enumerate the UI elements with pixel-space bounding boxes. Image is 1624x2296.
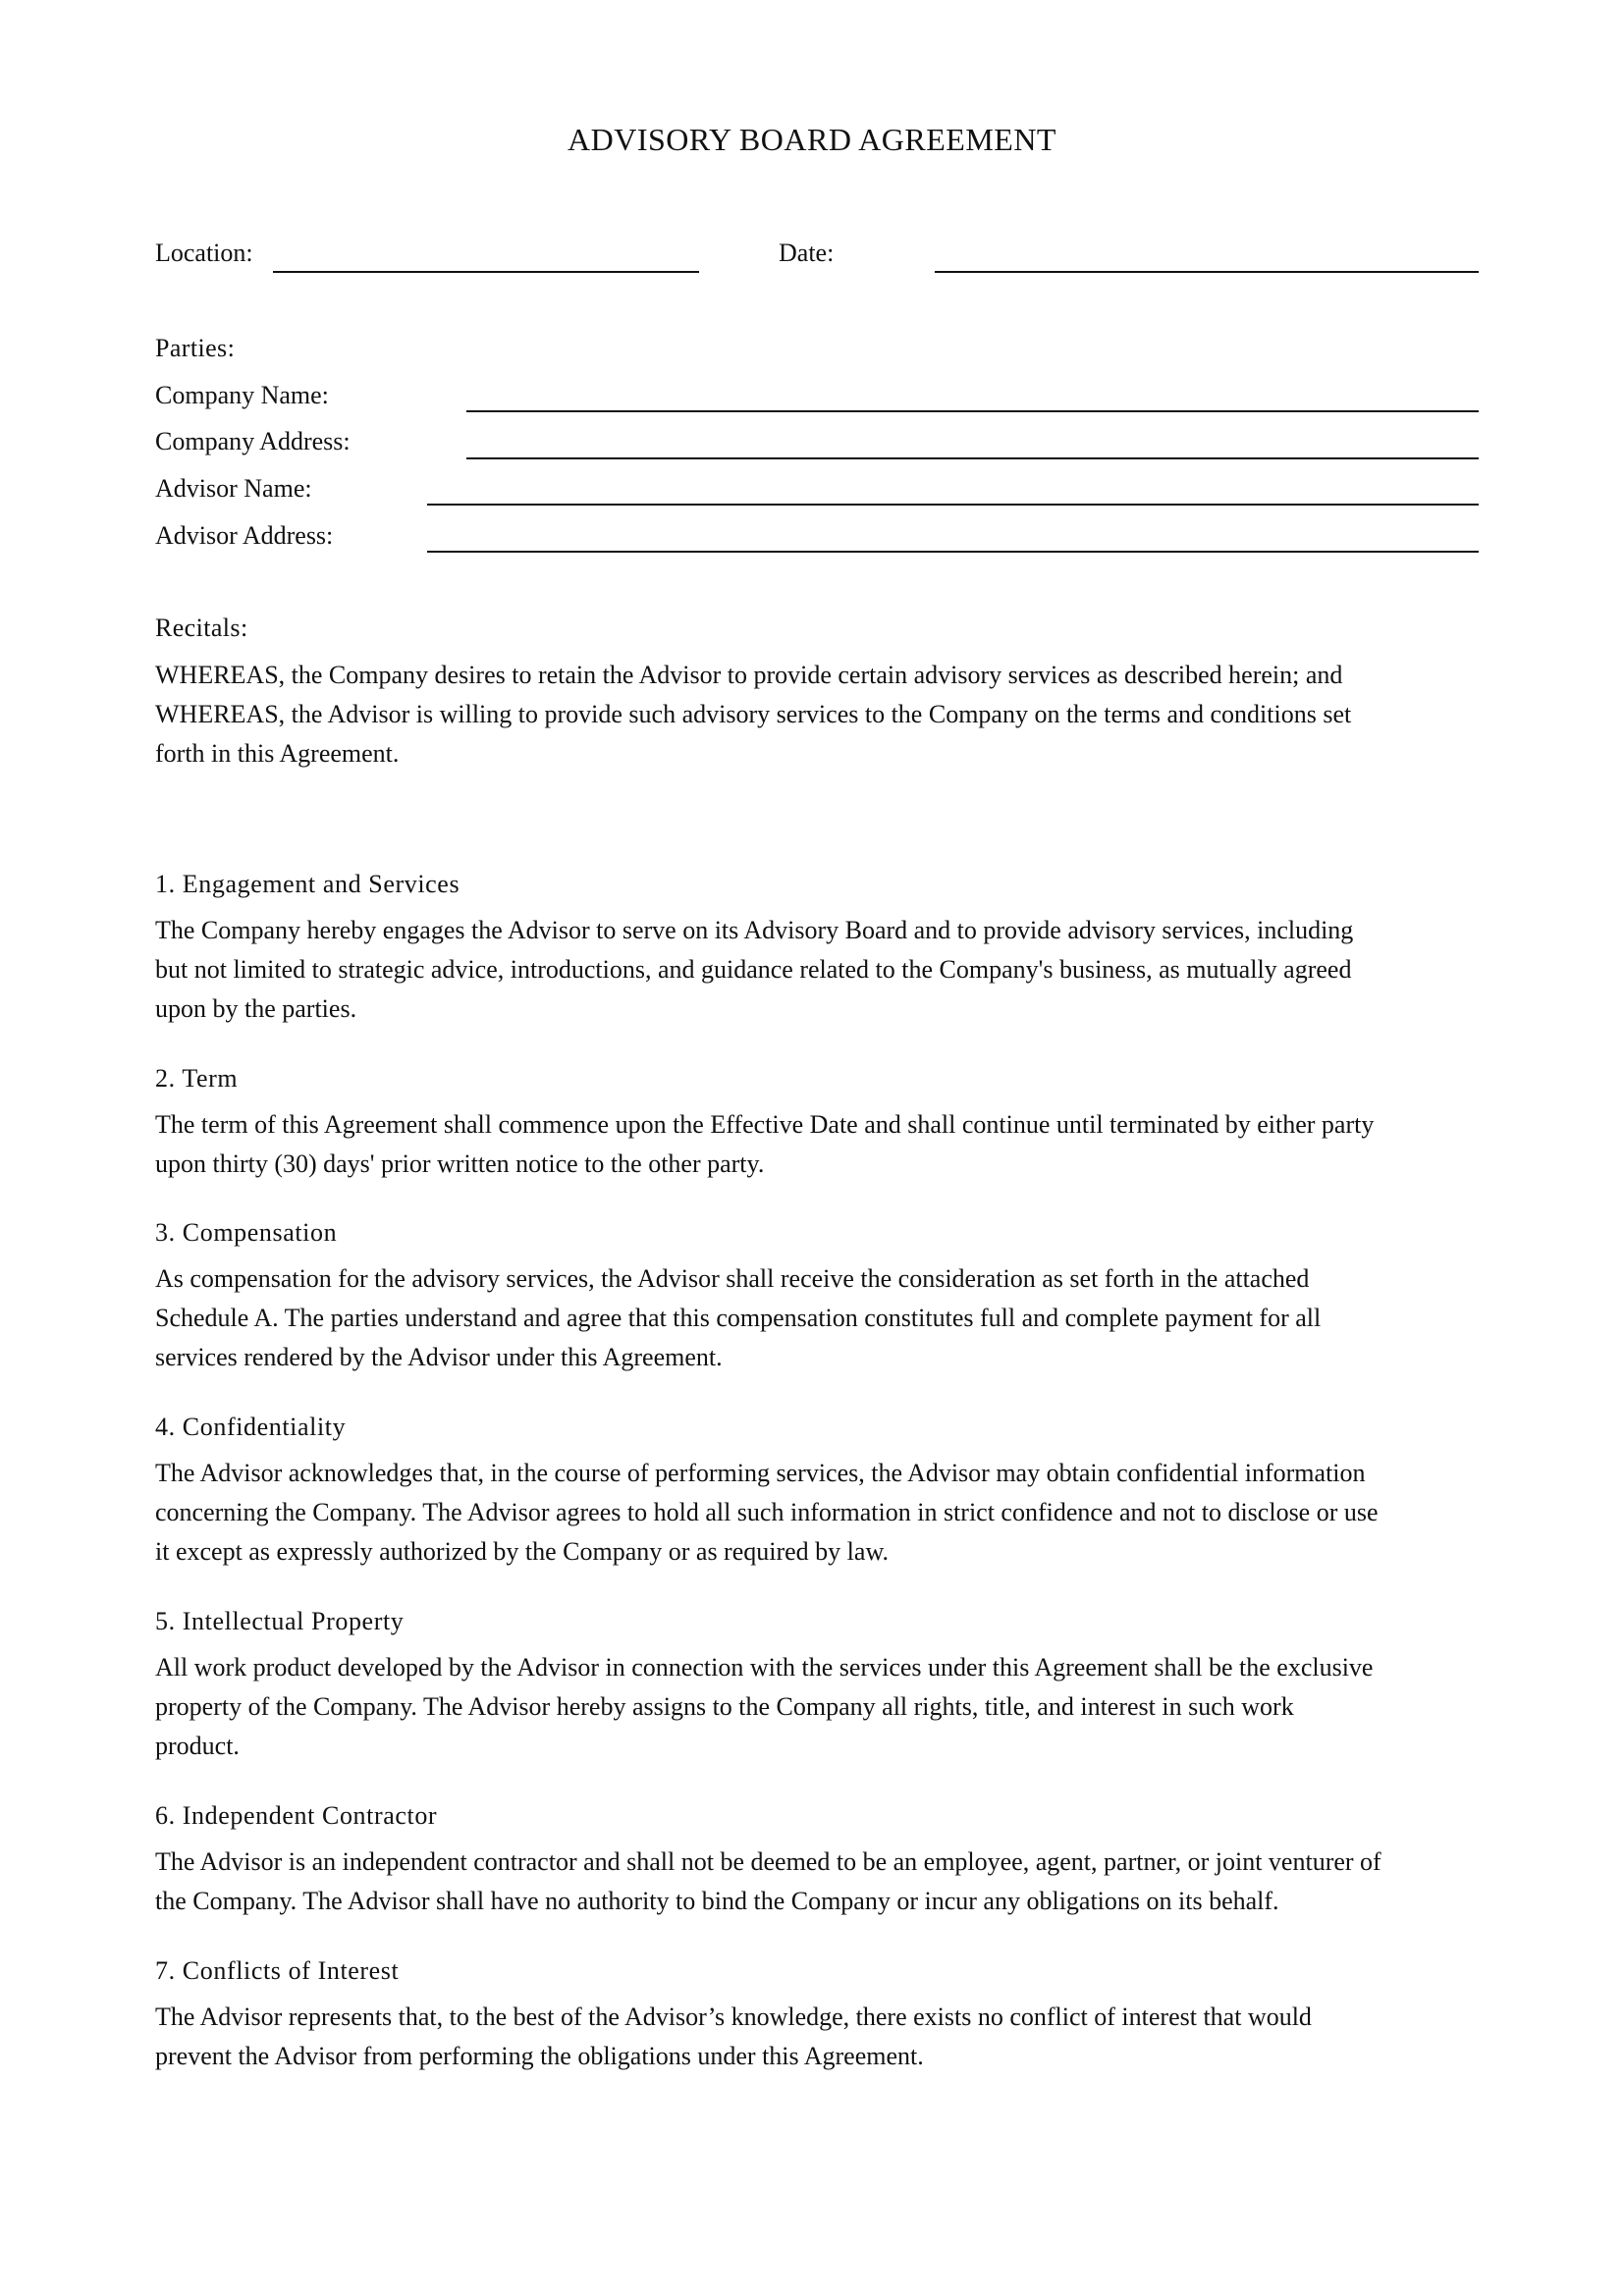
section-line: upon thirty (30) days' prior written notice to the other party. bbox=[155, 1149, 765, 1178]
date-label: Date: bbox=[779, 239, 835, 267]
section-line: property of the Company. The Advisor hereby assigns to the Company all rights, title, and interest in such work bbox=[155, 1692, 1294, 1721]
section-2-heading: 2. Term bbox=[155, 1064, 239, 1093]
section-3-heading: 3. Compensation bbox=[155, 1218, 338, 1247]
section-line: Schedule A. The parties understand and agree that this compensation constitutes full and complete payment for all bbox=[155, 1304, 1322, 1332]
section-line: concerning the Company. The Advisor agrees to hold all such information in strict confidence and not to disclose or use bbox=[155, 1498, 1379, 1526]
section-6-heading: 6. Independent Contractor bbox=[155, 1801, 438, 1830]
advisor-name-label: Advisor Name: bbox=[155, 474, 312, 503]
company-name-field[interactable] bbox=[466, 410, 1479, 412]
section-line: The Company hereby engages the Advisor to serve on its Advisory Board and to provide advisory services, including bbox=[155, 916, 1354, 944]
section-line: it except as expressly authorized by the Company or as required by law. bbox=[155, 1537, 890, 1566]
section-line: upon by the parties. bbox=[155, 994, 357, 1023]
section-line: the Company. The Advisor shall have no authority to bind the Company or incur any obligations on its behalf. bbox=[155, 1887, 1279, 1915]
section-7-text bbox=[155, 1998, 1481, 2076]
section-line: services rendered by the Advisor under this Agreement. bbox=[155, 1343, 723, 1371]
section-7-heading: 7. Conflicts of Interest bbox=[155, 1956, 400, 1985]
section-line: but not limited to strategic advice, introductions, and guidance related to the Company's business, as mutually agreed bbox=[155, 955, 1352, 984]
recitals-heading: Recitals: bbox=[155, 614, 248, 642]
section-line: The Advisor represents that, to the best of the Advisor’s knowledge, there exists no conflict of interest that would bbox=[155, 2002, 1312, 2031]
section-line: The term of this Agreement shall commence upon the Effective Date and shall continue until terminated by either party bbox=[155, 1110, 1375, 1139]
section-line: All work product developed by the Advisor in connection with the services under this Agreement shall be the exclusive bbox=[155, 1653, 1374, 1682]
date-field[interactable] bbox=[935, 271, 1479, 273]
advisor-address-label: Advisor Address: bbox=[155, 521, 334, 550]
section-line: prevent the Advisor from performing the obligations under this Agreement. bbox=[155, 2042, 924, 2070]
section-2-text bbox=[155, 1105, 1481, 1184]
company-address-label: Company Address: bbox=[155, 427, 351, 455]
section-5-text bbox=[155, 1648, 1481, 1766]
section-5-heading: 5. Intellectual Property bbox=[155, 1607, 405, 1635]
section-1-text bbox=[155, 911, 1481, 1029]
recitals-line: WHEREAS, the Advisor is willing to provide such advisory services to the Company on the terms and conditions set bbox=[155, 700, 1352, 728]
recitals-text bbox=[155, 656, 1481, 774]
company-name-label: Company Name: bbox=[155, 381, 329, 409]
location-label: Location: bbox=[155, 239, 253, 267]
section-4-heading: 4. Confidentiality bbox=[155, 1413, 347, 1441]
section-3-text bbox=[155, 1259, 1481, 1377]
advisor-name-field[interactable] bbox=[427, 504, 1479, 506]
section-line: As compensation for the advisory services, the Advisor shall receive the consideration as set forth in the attached bbox=[155, 1264, 1310, 1293]
section-4-text bbox=[155, 1454, 1481, 1572]
recitals-line: forth in this Agreement. bbox=[155, 739, 400, 768]
advisor-address-field[interactable] bbox=[427, 551, 1479, 553]
section-1-heading: 1. Engagement and Services bbox=[155, 870, 460, 898]
location-field[interactable] bbox=[273, 271, 699, 273]
recitals-line: WHEREAS, the Company desires to retain the Advisor to provide certain advisory services as described herein; and bbox=[155, 661, 1343, 689]
document-title: ADVISORY BOARD AGREEMENT bbox=[568, 122, 1056, 157]
section-6-text bbox=[155, 1842, 1481, 1921]
section-line: The Advisor acknowledges that, in the course of performing services, the Advisor may obtain confidential information bbox=[155, 1459, 1366, 1487]
section-line: product. bbox=[155, 1732, 240, 1760]
section-line: The Advisor is an independent contractor and shall not be deemed to be an employee, agent, partner, or joint venturer of bbox=[155, 1847, 1381, 1876]
parties-heading: Parties: bbox=[155, 334, 236, 362]
company-address-field[interactable] bbox=[466, 457, 1479, 459]
